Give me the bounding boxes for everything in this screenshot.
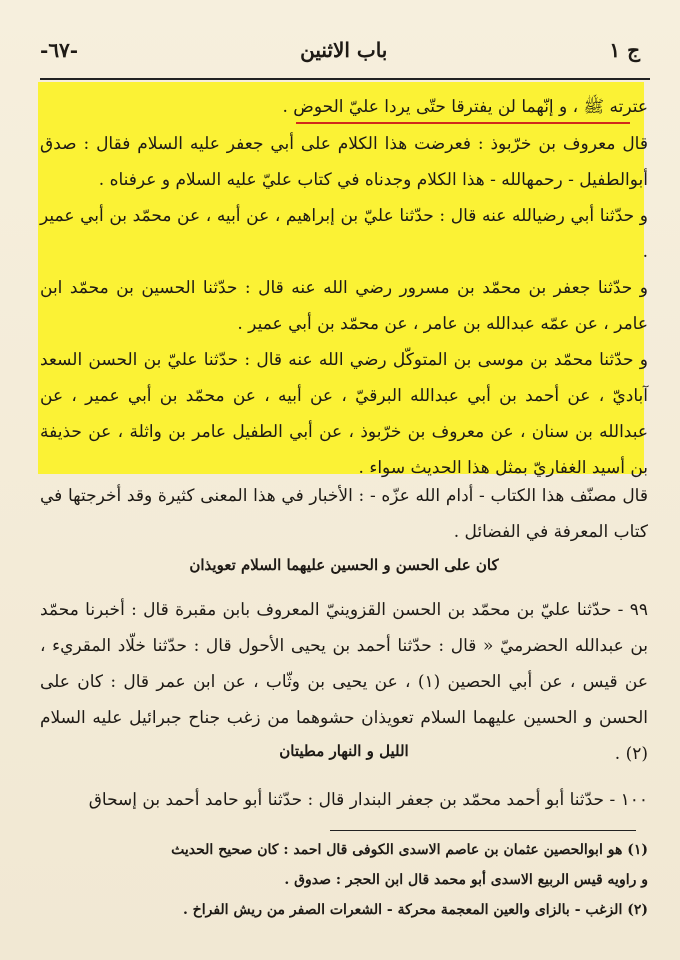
footnotes xyxy=(40,835,648,925)
section-title-2: الليل و النهار مطيتان xyxy=(279,742,409,760)
paragraph-4: و حدّثنا جعفر بن محمّد بن مسرور رضي الله عنه قال : حدّثنا الحسين بن محمّد ابن عامر ، عن عمّه عبدالله بن عامر ، عن محمّد بن أبي عمير . xyxy=(40,278,648,334)
footnote-1-cont: و راويه قيس الربيع الاسدى أبو محمد قال ابن الحجر : صدوق . xyxy=(284,872,648,888)
paragraph-1: عترته ﷺ ، و إنّهما لن يفترقا حتّى يردا عليّ الحوض . xyxy=(282,97,648,117)
author-note xyxy=(40,478,648,550)
hadith-100-text: ١٠٠ - حدّثنا أبو أحمد محمّد بن جعفر البندار قال : حدّثنا أبو حامد أحمد بن إسحاق xyxy=(88,790,648,810)
paragraph-2: قال معروف بن خرّبوذ : فعرضت هذا الكلام على أبي جعفر عليه السلام فقال : صدق أبوالطفيل - رحمهالله - هذا الكلام وجدناه في كتاب عليّ عليه السلام و عرفناه . xyxy=(40,134,648,190)
highlighted-passage xyxy=(40,88,648,486)
volume-label: ج ١ xyxy=(609,38,640,62)
hadith-100 xyxy=(40,782,648,818)
footnote-divider xyxy=(330,830,636,831)
page-header xyxy=(40,30,640,70)
section-title-1: كان على الحسن و الحسين عليهما السلام تعويذان xyxy=(189,556,499,574)
author-note-text: قال مصنّف هذا الكتاب - أدام الله عزّه - : الأخبار في هذا المعنى كثيرة وقد أخرجتها في كتاب المعرفة في الفضائل . xyxy=(40,486,648,542)
page-number: -٦٧- xyxy=(40,38,79,62)
hadith-99-text: ٩٩ - حدّثنا عليّ بن محمّد بن الحسن القزوينيّ المعروف بابن مقبرة قال : أخبرنا محمّد بن عبدالله الحضرميّ « قال : حدّثنا أحمد بن يحيى الأحول قال : حدّثنا خلّاد المقريء ، عن قيس ، عن أبي الحصين (١) ، عن يحيى بن وثّاب ، عن ابن عمر قال : كان على الحسن و الحسين عليهما السلام تعويذان حشوهما من زغب جناح جبرائيل عليه السلام (٢) . xyxy=(40,600,648,764)
footnote-2: (٢) الزغب - بالزاى والعين المعجمة محركة - الشعرات الصفر من ريش الفراخ . xyxy=(182,902,648,918)
paragraph-3: و حدّثنا أبي رضيالله عنه قال : حدّثنا عليّ بن إبراهيم ، عن أبيه ، عن محمّد بن أبي عمير . xyxy=(40,206,648,262)
paragraph-5: و حدّثنا محمّد بن موسى بن المتوكّل رضي الله عنه قال : حدّثنا عليّ بن الحسن السعد آباديّ ، عن أحمد بن أبي عبدالله البرقيّ ، عن أبيه ، عن محمّد بن أبي عمير ، عن عبدالله بن سنان ، عن معروف بن خرّبوذ ، عن أبي الطفيل عامر بن واثلة ، عن حذيفة بن أسيد الغفاريّ بمثل هذا الحديث سواء . xyxy=(40,350,648,478)
header-divider xyxy=(40,78,650,80)
footnote-1: (١) هو ابوالحصين عثمان بن عاصم الاسدى الكوفى قال احمد : كان صحيح الحديث xyxy=(171,842,648,858)
chapter-title: باب الاثنين xyxy=(300,38,388,62)
